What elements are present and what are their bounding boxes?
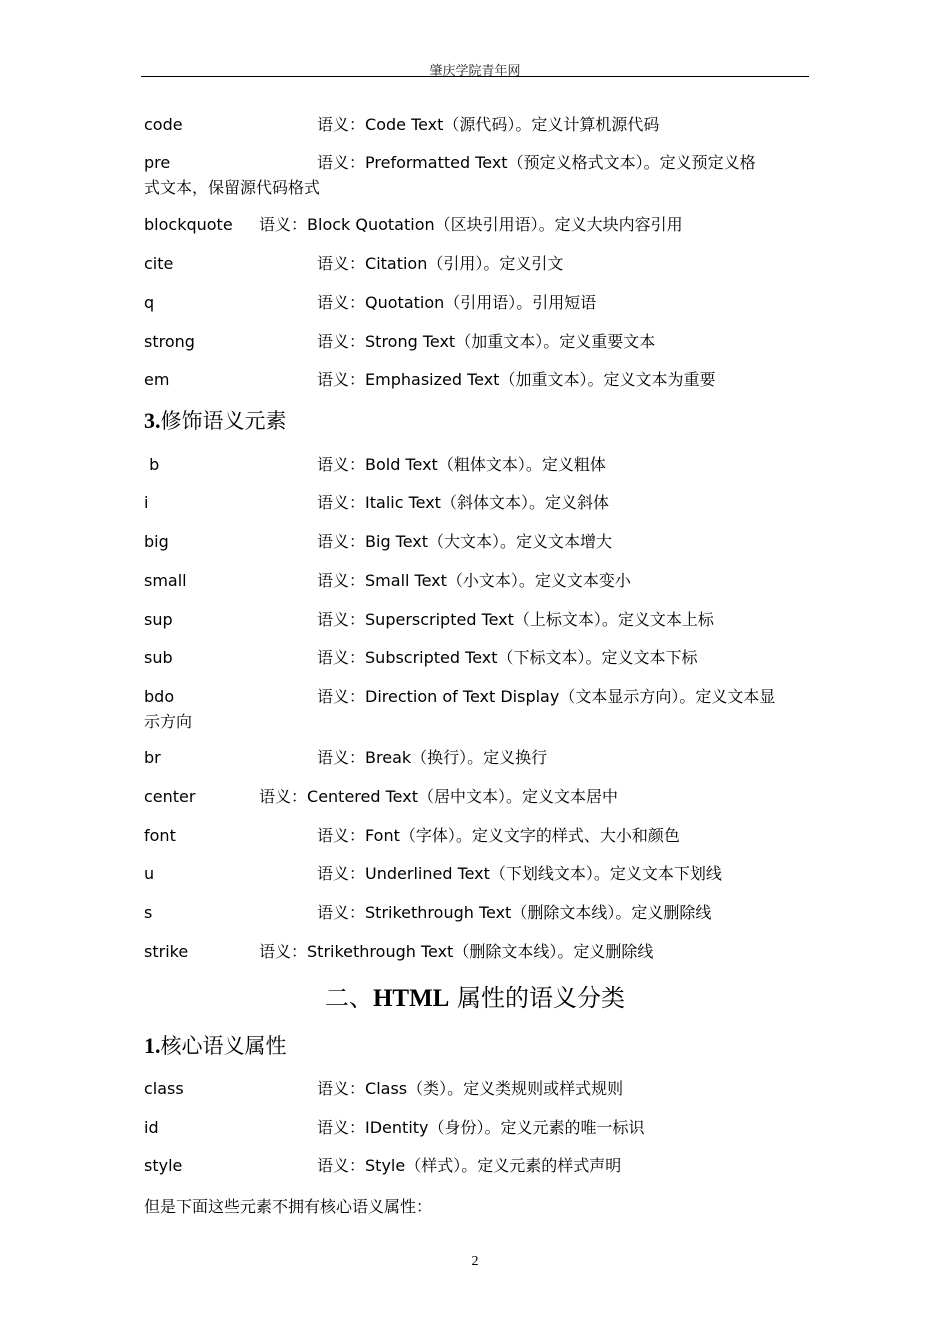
semantic-description: （源代码）。定义计算机源代码 <box>443 115 660 134</box>
element-entry: strong 语义：Strong Text（加重文本）。定义重要文本 <box>144 332 656 351</box>
element-entry: strike 语义：Strikethrough Text（删除文本线）。定义删除线 <box>144 942 654 961</box>
element-tag: b <box>144 455 160 474</box>
semantic-english: Block Quotation <box>307 215 435 234</box>
section-heading <box>144 1030 287 1060</box>
section-heading <box>144 405 287 435</box>
element-entry: s 语义：Strikethrough Text（删除文本线）。定义删除线 <box>144 903 712 922</box>
element-entry: em 语义：Emphasized Text（加重文本）。定义文本为重要 <box>144 370 716 389</box>
element-tag: sub <box>144 648 173 667</box>
attribute-name: class <box>144 1079 184 1098</box>
semantic-description: （加重文本）。定义文本为重要 <box>499 370 716 389</box>
element-tag: i <box>144 493 149 512</box>
semantic-english: Citation <box>365 254 428 273</box>
semantic-description: （小文本）。定义文本变小 <box>446 571 631 590</box>
element-entry: sub 语义：Subscripted Text（下标文本）。定义文本下标 <box>144 648 698 667</box>
section-number: 1. <box>144 1033 161 1058</box>
element-entry: sup 语义：Superscripted Text（上标文本）。定义文本上标 <box>144 610 714 629</box>
element-entry: code 语义：Code Text（源代码）。定义计算机源代码 <box>144 115 660 134</box>
element-tag: strike <box>144 942 189 961</box>
semantic-english: Direction of Text Display <box>365 687 560 706</box>
element-entry: i 语义：Italic Text（斜体文本）。定义斜体 <box>144 493 609 512</box>
element-tag: br <box>144 748 161 767</box>
semantic-description: （身份）。定义元素的唯一标识 <box>428 1118 645 1137</box>
semantic-english: Quotation <box>365 293 445 312</box>
semantic-description: （居中文本）。定义文本居中 <box>417 787 618 806</box>
semantic-english: Big Text <box>365 532 429 551</box>
element-entry: blockquote 语义：Block Quotation（区块引用语）。定义大块内容引用 <box>144 215 683 234</box>
semantic-english: Superscripted Text <box>365 610 514 629</box>
attribute-entry: style 语义：Style（样式）。定义元素的样式声明 <box>144 1156 622 1175</box>
element-tag: bdo <box>144 687 175 706</box>
element-tag: pre <box>144 153 171 172</box>
element-tag: strong <box>144 332 195 351</box>
element-tag: blockquote <box>144 215 233 234</box>
semantic-english: Preformatted Text <box>365 153 508 172</box>
section-number: 3. <box>144 408 161 433</box>
header-rule <box>141 76 809 77</box>
element-entry: font 语义：Font（字体）。定义文字的样式、大小和颜色 <box>144 826 680 845</box>
semantic-description: （下标文本）。定义文本下标 <box>497 648 698 667</box>
semantic-english: Class <box>365 1079 408 1098</box>
chapter-prefix: 二、 <box>324 984 373 1012</box>
semantic-description: （区块引用语）。定义大块内容引用 <box>434 215 683 234</box>
semantic-english: Font <box>365 826 400 845</box>
element-tag: u <box>144 864 155 883</box>
semantic-description-wrap: 式文本，保留源代码格式 <box>144 178 321 197</box>
semantic-english: Underlined Text <box>365 864 490 883</box>
semantic-description: （引用）。定义引文 <box>427 254 564 273</box>
element-entry: cite 语义：Citation（引用）。定义引文 <box>144 254 564 273</box>
semantic-english: Bold Text <box>365 455 438 474</box>
semantic-description: （样式）。定义元素的样式声明 <box>405 1156 622 1175</box>
semantic-description: （字体）。定义文字的样式、大小和颜色 <box>399 826 680 845</box>
attribute-name: style <box>144 1156 183 1175</box>
element-tag: em <box>144 370 170 389</box>
attribute-name: id <box>144 1118 159 1137</box>
element-entry: br 语义：Break（换行）。定义换行 <box>144 748 548 767</box>
semantic-description: （斜体文本）。定义斜体 <box>440 493 609 512</box>
element-entry: bdo 语义：Direction of Text Display（文本显示方向）。定义文本显 示方向 <box>144 684 814 709</box>
attribute-entry: id 语义：IDentity（身份）。定义元素的唯一标识 <box>144 1118 645 1137</box>
element-entry: u 语义：Underlined Text（下划线文本）。定义文本下划线 <box>144 864 722 883</box>
element-tag: code <box>144 115 183 134</box>
semantic-description: （预定义格式文本）。定义预定义格 <box>507 153 756 172</box>
semantic-english: Centered Text <box>307 787 418 806</box>
element-entry: b 语义：Bold Text（粗体文本）。定义粗体 <box>144 455 606 474</box>
section-title: 核心语义属性 <box>160 1034 287 1058</box>
semantic-description: （删除文本线）。定义删除线 <box>511 903 712 922</box>
element-entry: pre 语义：Preformatted Text（预定义格式文本）。定义预定义格 式文本，保留源代码格式 <box>144 150 814 175</box>
element-tag: q <box>144 293 155 312</box>
page-number: 2 <box>471 1254 479 1269</box>
semantic-description: （加重文本）。定义重要文本 <box>455 332 656 351</box>
running-header: 肇庆学院青年网 <box>429 64 521 79</box>
semantic-english: Code Text <box>365 115 444 134</box>
element-tag: small <box>144 571 187 590</box>
chapter-keyword: HTML <box>372 985 450 1012</box>
semantic-description: （大文本）。定义文本增大 <box>428 532 613 551</box>
semantic-description: （上标文本）。定义文本上标 <box>513 610 714 629</box>
element-entry: q 语义：Quotation（引用语）。引用短语 <box>144 293 597 312</box>
chapter-title: 属性的语义分类 <box>449 984 626 1012</box>
semantic-description: （下划线文本）。定义文本下划线 <box>489 864 722 883</box>
semantic-english: Break <box>365 748 412 767</box>
semantic-english: IDentity <box>365 1118 429 1137</box>
semantic-english: Italic Text <box>365 493 441 512</box>
semantic-description: （删除文本线）。定义删除线 <box>453 942 654 961</box>
element-entry: small 语义：Small Text（小文本）。定义文本变小 <box>144 571 631 590</box>
semantic-english: Strong Text <box>365 332 456 351</box>
semantic-description: （类）。定义类规则或样式规则 <box>407 1079 624 1098</box>
semantic-english: Strikethrough Text <box>307 942 454 961</box>
element-tag: center <box>144 787 196 806</box>
attribute-entry: class 语义：Class（类）。定义类规则或样式规则 <box>144 1079 624 1098</box>
element-entry: center 语义：Centered Text（居中文本）。定义文本居中 <box>144 787 618 806</box>
element-tag: cite <box>144 254 174 273</box>
semantic-english: Emphasized Text <box>365 370 500 389</box>
element-tag: font <box>144 826 176 845</box>
element-tag: s <box>144 903 153 922</box>
semantic-english: Strikethrough Text <box>365 903 512 922</box>
semantic-description: （粗体文本）。定义粗体 <box>437 455 606 474</box>
semantic-english: Small Text <box>365 571 447 590</box>
semantic-description-wrap: 示方向 <box>144 712 193 731</box>
semantic-description: （文本显示方向）。定义文本显 <box>559 687 776 706</box>
element-entry: big 语义：Big Text（大文本）。定义文本增大 <box>144 532 613 551</box>
closing-paragraph: 但是下面这些元素不拥有核心语义属性： <box>144 1197 433 1216</box>
element-tag: big <box>144 532 169 551</box>
section-title: 修饰语义元素 <box>160 409 287 433</box>
chapter-heading <box>0 978 950 1013</box>
semantic-english: Style <box>365 1156 406 1175</box>
semantic-english: Subscripted Text <box>365 648 498 667</box>
semantic-description: （引用语）。引用短语 <box>444 293 597 312</box>
semantic-description: （换行）。定义换行 <box>411 748 548 767</box>
element-tag: sup <box>144 610 173 629</box>
